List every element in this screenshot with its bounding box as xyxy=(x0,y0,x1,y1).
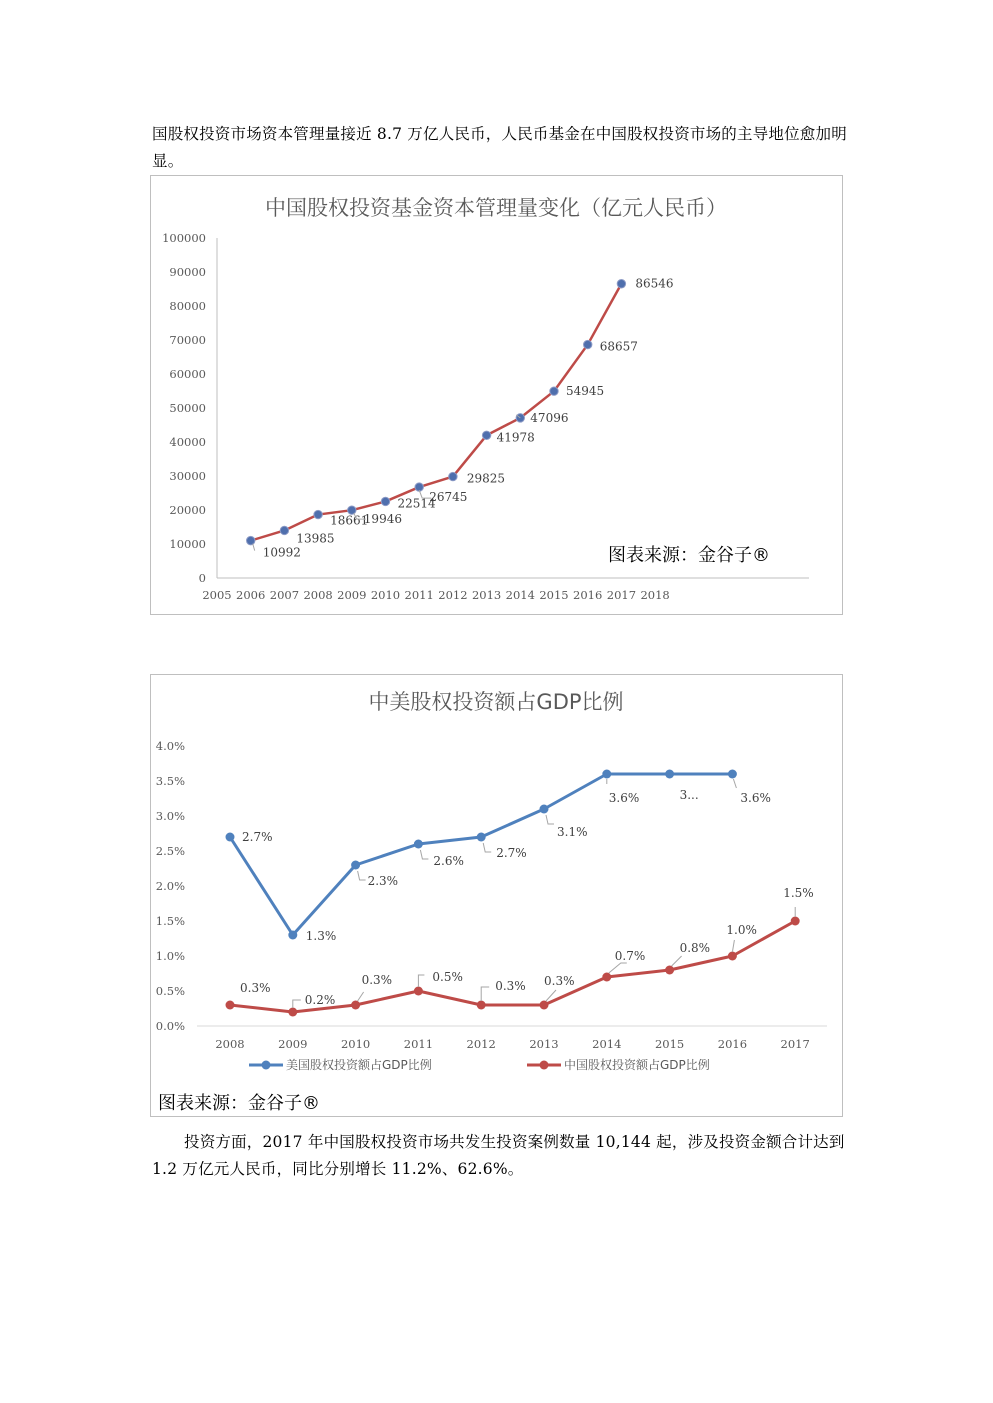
leader-line xyxy=(481,987,489,1001)
y-tick-label: 60000 xyxy=(169,367,206,381)
y-tick-label: 50000 xyxy=(169,401,206,415)
gdp-ratio-chart xyxy=(150,674,843,1117)
china-data-label: 0.2% xyxy=(304,993,336,1007)
y-tick-label: 1.5% xyxy=(155,914,185,928)
us-data-label: 2.7% xyxy=(496,846,527,860)
y-tick-label: 70000 xyxy=(169,333,206,347)
x-tick-label: 2008 xyxy=(215,1037,245,1051)
leader-line xyxy=(358,871,366,880)
x-tick-label: 2011 xyxy=(404,588,434,602)
leader-line xyxy=(253,544,255,551)
y-tick-label: 0 xyxy=(198,571,206,585)
leader-line xyxy=(483,843,491,852)
x-tick-label: 2013 xyxy=(471,588,502,602)
gdp-ratio-chart-svg xyxy=(151,675,842,1116)
capital-management-chart-svg xyxy=(151,176,842,614)
data-label: 19946 xyxy=(363,512,402,527)
y-tick-label: 10000 xyxy=(169,537,206,551)
x-tick-label: 2010 xyxy=(370,588,401,602)
x-tick-label: 2017 xyxy=(606,588,637,602)
x-tick-label: 2006 xyxy=(236,588,266,602)
chart-title: 中国股权投资基金资本管理量变化（亿元人民币） xyxy=(265,196,727,220)
y-tick-label: 4.0% xyxy=(155,739,185,753)
us-series-point xyxy=(351,861,360,870)
x-tick-label: 2011 xyxy=(403,1037,434,1051)
data-label: 41978 xyxy=(496,430,535,445)
chart-source: 图表来源：金谷子® xyxy=(158,1093,320,1114)
investment-paragraph: 投资方面，2017 年中国股权投资市场共发生投资案例数量 10,144 起，涉及投资金额合计达到 1.2 万亿元人民币，同比分别增长 11.2%、62.6%。 xyxy=(152,1133,845,1178)
data-point xyxy=(449,472,457,480)
china-series-point xyxy=(602,973,611,982)
us-data-label: 2.6% xyxy=(433,854,464,868)
china-series-point xyxy=(477,1001,486,1010)
leader-line xyxy=(609,963,627,973)
y-tick-label: 40000 xyxy=(169,435,206,449)
data-label: 29825 xyxy=(466,471,506,486)
x-tick-label: 2015 xyxy=(539,588,569,602)
leader-line xyxy=(420,850,428,859)
y-tick-label: 1.0% xyxy=(155,949,185,963)
us-series-point xyxy=(414,840,423,849)
y-tick-label: 20000 xyxy=(169,503,206,517)
china-series-point xyxy=(728,952,737,961)
leader-line xyxy=(546,815,554,824)
x-tick-label: 2010 xyxy=(340,1037,371,1051)
data-point xyxy=(314,510,322,518)
leader-line xyxy=(293,1000,301,1008)
china-series-point xyxy=(414,987,423,996)
us-data-label: 3.6% xyxy=(740,791,771,805)
china-data-label: 0.7% xyxy=(614,949,646,963)
china-data-label: 1.5% xyxy=(783,886,814,900)
data-point xyxy=(280,526,288,534)
leader-line xyxy=(732,940,734,952)
data-label: 86546 xyxy=(635,276,674,291)
china-data-label: 0.8% xyxy=(679,941,711,955)
data-label: 13985 xyxy=(296,531,335,546)
us-series-point xyxy=(728,770,737,779)
y-tick-label: 30000 xyxy=(169,469,206,483)
leader-line xyxy=(418,975,424,987)
us-legend-label: 美国股权投资额占GDP比例 xyxy=(286,1058,432,1072)
data-label: 22514 xyxy=(397,496,436,511)
chart-title: 中美股权投资额占GDP比例 xyxy=(368,690,624,714)
us-series-point xyxy=(288,931,297,940)
leader-line xyxy=(358,992,364,1001)
us-data-label: 2.3% xyxy=(367,874,399,888)
data-label: 54945 xyxy=(566,384,605,399)
china-series-point xyxy=(288,1008,297,1017)
china-legend-label: 中国股权投资额占GDP比例 xyxy=(564,1058,710,1072)
us-data-label: 1.3% xyxy=(305,929,337,943)
x-tick-label: 2016 xyxy=(717,1037,748,1051)
data-point xyxy=(617,280,625,288)
data-point xyxy=(415,483,423,491)
china-data-label: 0.3% xyxy=(495,979,526,993)
y-tick-label: 3.0% xyxy=(155,809,185,823)
china-data-label: 1.0% xyxy=(726,923,757,937)
y-tick-label: 100000 xyxy=(162,231,206,245)
china-series-point xyxy=(540,1001,549,1010)
data-label: 47096 xyxy=(530,410,569,425)
china-data-label: 0.3% xyxy=(240,981,271,995)
data-point xyxy=(482,431,490,439)
china-data-label: 0.5% xyxy=(432,970,463,984)
x-tick-label: 2005 xyxy=(202,588,232,602)
us-legend-marker xyxy=(262,1061,271,1070)
us-series-point xyxy=(540,805,549,814)
us-series-point xyxy=(602,770,611,779)
y-tick-label: 3.5% xyxy=(155,774,185,788)
intro-paragraph: 国股权投资市场资本管理量接近 8.7 万亿人民币，人民币基金在中国股权投资市场的主导地位愈加明显。 xyxy=(152,125,847,170)
data-point xyxy=(381,497,389,505)
us-data-label: 3.1% xyxy=(557,825,588,839)
data-label: 18661 xyxy=(330,513,369,528)
us-data-label: 3.6% xyxy=(608,791,640,805)
data-point xyxy=(550,387,558,395)
x-tick-label: 2007 xyxy=(269,588,300,602)
x-tick-label: 2009 xyxy=(278,1037,308,1051)
us-series-point xyxy=(477,833,486,842)
y-tick-label: 80000 xyxy=(169,299,206,313)
x-tick-label: 2008 xyxy=(303,588,333,602)
china-legend-marker xyxy=(540,1061,549,1070)
china-data-label: 0.3% xyxy=(544,974,575,988)
chart-source: 图表来源：金谷子® xyxy=(608,545,770,566)
us-series-point xyxy=(226,833,235,842)
china-series-point xyxy=(791,917,800,926)
data-point xyxy=(247,536,255,544)
us-series-line xyxy=(230,774,732,935)
china-series-point xyxy=(226,1001,235,1010)
data-label: 68657 xyxy=(599,339,638,354)
x-tick-label: 2013 xyxy=(529,1037,559,1051)
us-data-label: 2.7% xyxy=(242,830,273,844)
y-tick-label: 0.0% xyxy=(155,1019,185,1033)
x-tick-label: 2009 xyxy=(337,588,367,602)
x-tick-label: 2015 xyxy=(654,1037,685,1051)
us-data-label: 3... xyxy=(679,788,699,802)
y-tick-label: 2.0% xyxy=(155,879,185,893)
x-tick-label: 2014 xyxy=(592,1037,622,1051)
x-tick-label: 2016 xyxy=(573,588,603,602)
x-tick-label: 2014 xyxy=(505,588,535,602)
leader-line xyxy=(733,779,736,788)
y-tick-label: 2.5% xyxy=(155,844,185,858)
x-tick-label: 2012 xyxy=(466,1037,496,1051)
leader-line xyxy=(672,956,682,966)
data-label: 10992 xyxy=(262,545,301,560)
x-tick-label: 2012 xyxy=(438,588,468,602)
y-tick-label: 90000 xyxy=(169,265,206,279)
data-point xyxy=(584,340,592,348)
china-series-point xyxy=(665,966,674,975)
x-tick-label: 2018 xyxy=(640,588,670,602)
y-tick-label: 0.5% xyxy=(155,984,185,998)
us-series-point xyxy=(665,770,674,779)
x-tick-label: 2017 xyxy=(780,1037,810,1051)
china-data-label: 0.3% xyxy=(361,973,393,987)
china-series-point xyxy=(351,1001,360,1010)
capital-management-chart xyxy=(150,175,843,615)
data-label: 26745 xyxy=(429,490,468,505)
